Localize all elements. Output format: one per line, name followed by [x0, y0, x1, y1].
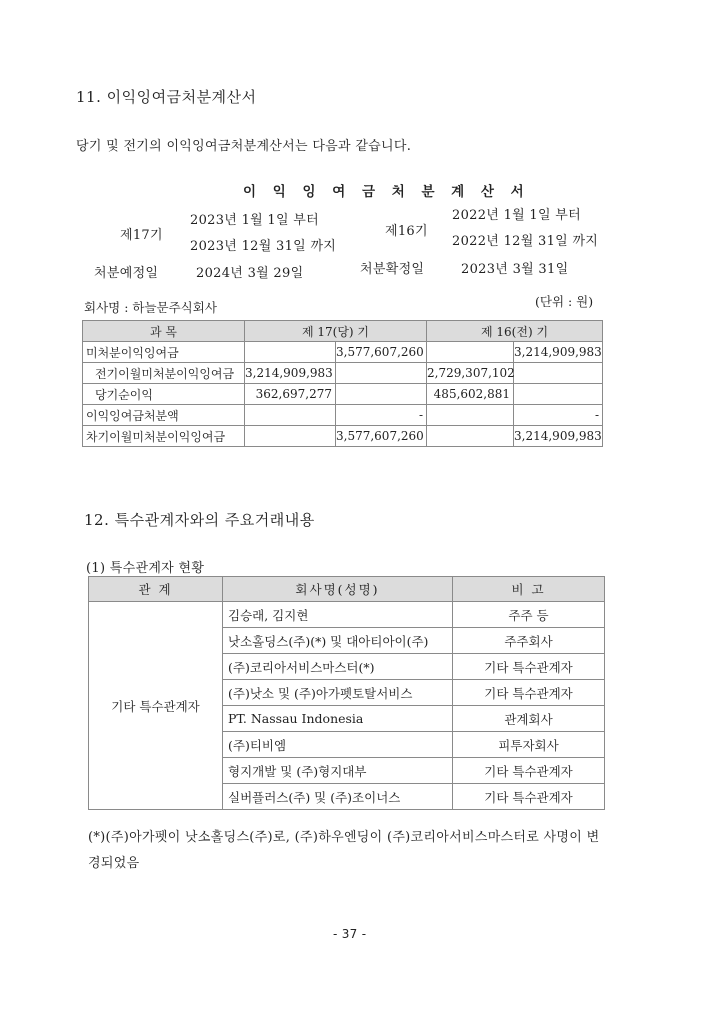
prior-detail: 2,729,307,102	[427, 363, 514, 384]
current-detail	[245, 426, 336, 447]
current-total	[336, 363, 427, 384]
prior-detail: 485,602,881	[427, 384, 514, 405]
row-label: 차기이월미처분이익잉여금	[83, 426, 245, 447]
prior-from: 2022년 1월 1일 부터	[452, 208, 582, 223]
footnote-line-2: 경되었음	[88, 856, 140, 871]
company-cell: 실버플러스(주) 및 (주)조이너스	[223, 784, 453, 810]
company-cell: (주)낫소 및 (주)아가펫토탈서비스	[223, 680, 453, 706]
remark-cell: 기타 특수관계자	[453, 654, 605, 680]
company-name: 회사명 : 하늘문주식회사	[84, 300, 217, 315]
remark-cell: 기타 특수관계자	[453, 784, 605, 810]
remark-cell: 주주회사	[453, 628, 605, 654]
related-parties-table	[88, 576, 605, 810]
remark-cell: 기타 특수관계자	[453, 758, 605, 784]
row-label: 전기이월미처분이익잉여금	[83, 363, 245, 384]
section-11-heading: 11. 이익잉여금처분계산서	[76, 88, 257, 106]
prior-detail	[427, 426, 514, 447]
header-relation: 관 계	[89, 577, 223, 602]
table-header-row	[83, 321, 603, 342]
section-12-heading: 12. 특수관계자와의 주요거래내용	[84, 511, 315, 529]
prior-term: 제16기	[385, 224, 428, 239]
remark-cell: 주주 등	[453, 602, 605, 628]
prior-detail	[427, 405, 514, 426]
prior-disposal-date: 2023년 3월 31일	[461, 262, 569, 277]
current-detail	[245, 342, 336, 363]
prior-total	[514, 363, 603, 384]
current-to: 2023년 12월 31일 까지	[190, 239, 337, 254]
prior-total: -	[514, 405, 603, 426]
header-remark: 비 고	[453, 577, 605, 602]
remark-cell: 피투자회사	[453, 732, 605, 758]
statement-title: 이 익 잉 여 금 처 분 계 산 서	[243, 184, 530, 200]
table-row	[83, 342, 603, 363]
header-prior: 제 16(전) 기	[427, 321, 603, 342]
header-current: 제 17(당) 기	[245, 321, 427, 342]
table-row	[83, 363, 603, 384]
row-label: 당기순이익	[83, 384, 245, 405]
prior-to: 2022년 12월 31일 까지	[452, 234, 599, 249]
prior-total: 3,214,909,983	[514, 426, 603, 447]
table-row	[83, 426, 603, 447]
company-cell: (주)코리아서비스마스터(*)	[223, 654, 453, 680]
current-detail: 3,214,909,983	[245, 363, 336, 384]
section-11-intro: 당기 및 전기의 이익잉여금처분계산서는 다음과 같습니다.	[76, 139, 412, 154]
table-row	[83, 405, 603, 426]
table-row	[83, 384, 603, 405]
current-total: 3,577,607,260	[336, 342, 427, 363]
page-number: - 37 -	[333, 927, 367, 941]
header-company: 회사명(성명)	[223, 577, 453, 602]
company-cell: 형지개발 및 (주)형지대부	[223, 758, 453, 784]
prior-total: 3,214,909,983	[514, 342, 603, 363]
current-detail	[245, 405, 336, 426]
current-from: 2023년 1월 1일 부터	[190, 213, 320, 228]
company-cell: 김승래, 김지현	[223, 602, 453, 628]
retained-earnings-table	[82, 320, 603, 447]
company-cell: PT. Nassau Indonesia	[223, 706, 453, 732]
prior-total	[514, 384, 603, 405]
unit-label: (단위 : 원)	[535, 294, 594, 309]
table-header-row	[89, 577, 605, 602]
row-label: 미처분이익잉여금	[83, 342, 245, 363]
prior-detail	[427, 342, 514, 363]
current-detail: 362,697,277	[245, 384, 336, 405]
row-label: 이익잉여금처분액	[83, 405, 245, 426]
company-cell: (주)티비엠	[223, 732, 453, 758]
company-cell: 낫소홀딩스(주)(*) 및 대아티아이(주)	[223, 628, 453, 654]
current-total: -	[336, 405, 427, 426]
current-disposal-date: 2024년 3월 29일	[196, 266, 304, 281]
remark-cell: 관계회사	[453, 706, 605, 732]
footnote-line-1: (*)(주)아가펫이 낫소홀딩스(주)로, (주)하우엔딩이 (주)코리아서비스마스터로 사명이 변	[88, 830, 600, 845]
remark-cell: 기타 특수관계자	[453, 680, 605, 706]
current-disposal-label: 처분예정일	[94, 266, 159, 281]
current-term: 제17기	[120, 228, 163, 243]
prior-disposal-label: 처분확정일	[360, 262, 425, 277]
current-total	[336, 384, 427, 405]
section-12-subheading: (1) 특수관계자 현황	[86, 561, 205, 576]
relation-cell: 기타 특수관계자	[89, 602, 223, 810]
header-account: 과 목	[83, 321, 245, 342]
table-row	[89, 602, 605, 628]
current-total: 3,577,607,260	[336, 426, 427, 447]
